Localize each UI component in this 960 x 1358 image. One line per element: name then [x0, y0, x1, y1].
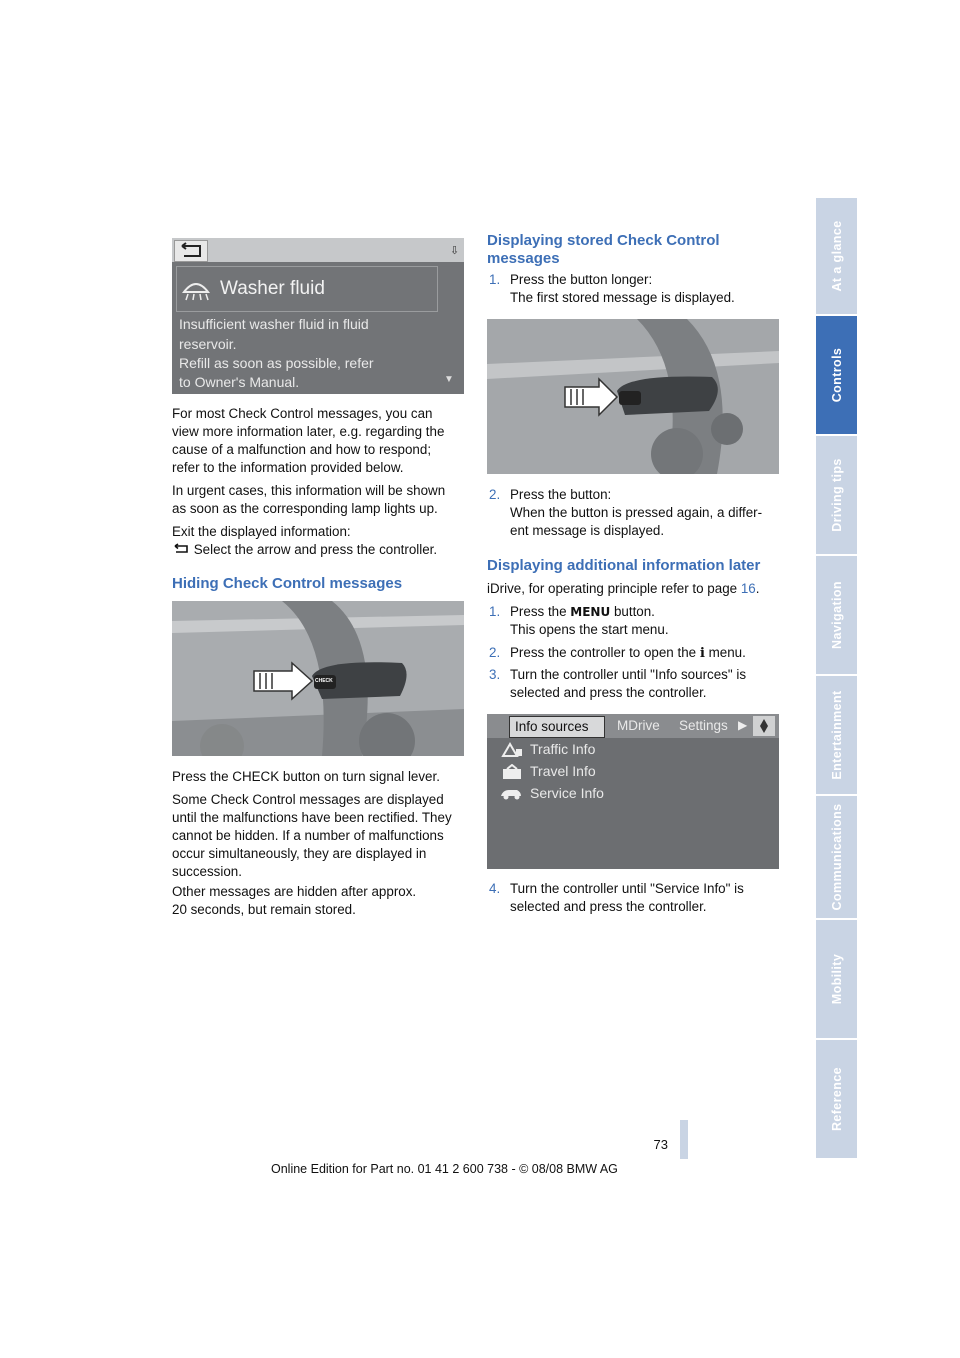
menu-item-traffic-info[interactable]: Traffic Info	[530, 741, 596, 757]
side-tab-entertainment[interactable]: Entertainment	[816, 676, 857, 794]
check-button-photo-1	[172, 601, 464, 756]
side-tab-mobility[interactable]: Mobility	[816, 920, 857, 1038]
paragraph-idrive-ref: iDrive, for operating principle refer to page 16.	[487, 581, 760, 596]
side-tab-communications[interactable]: Communications	[816, 796, 857, 918]
menu-next-arrow-icon[interactable]: ▶	[738, 718, 748, 732]
traffic-info-icon	[501, 742, 523, 758]
screen-title: Washer fluid	[220, 278, 325, 299]
step-1-menu: 1. Press the MENU button. This opens the start menu.	[489, 604, 669, 637]
page-number: 73	[653, 1137, 668, 1152]
screen-top-bar	[172, 238, 464, 262]
scroll-arrow-icon: ▼	[444, 374, 454, 385]
travel-info-icon	[501, 764, 523, 780]
paragraph-press-check: Press the CHECK button on turn signal lever.	[172, 769, 440, 784]
scroll-down-icon: ⇩	[450, 245, 460, 257]
info-icon: i	[699, 645, 705, 661]
tab-info-sources[interactable]: Info sources	[509, 716, 605, 738]
paragraph-other-messages: Other messages are hidden after approx. 20 seconds, but remain stored.	[172, 884, 417, 917]
heading-additional-info: Displaying additional information later	[487, 557, 761, 574]
tab-mdrive[interactable]: MDrive	[617, 718, 660, 733]
paragraph-some-messages: Some Check Control messages are displayed until the malfunctions have been rectified. They cannot be hidden. If a number of malfunctions occur simultaneously, they are displayed in succession.	[172, 792, 452, 879]
menu-item-travel-info[interactable]: Travel Info	[530, 763, 596, 779]
side-tab-reference[interactable]: Reference	[816, 1040, 857, 1158]
page-marker-bar	[680, 1120, 688, 1159]
back-arrow-icon	[174, 240, 208, 262]
paragraph-urgent: In urgent cases, this information will be shown as soon as the corresponding lamp lights up.	[172, 483, 446, 516]
page-link-16[interactable]: 16	[740, 581, 756, 596]
heading-stored-messages: Displaying stored Check Control messages	[487, 232, 720, 267]
paragraph-more-info: For most Check Control messages, you can view more information later, e.g. regarding the cause of a malfunction and how to respond; refer to the information provided below.	[172, 406, 445, 475]
menu-item-service-info[interactable]: Service Info	[530, 785, 604, 801]
side-tab-driving-tips[interactable]: Driving tips	[816, 436, 857, 554]
controller-icon	[753, 716, 775, 736]
screen-line-2: reservoir.	[179, 336, 237, 352]
step-2-menu: 2. Press the controller to open the i menu.	[489, 645, 746, 661]
check-button-photo-2	[487, 319, 779, 474]
step-3-menu: 3. Turn the controller until "Info sources" is selected and press the controller.	[489, 667, 747, 700]
info-sources-screen	[487, 714, 779, 869]
paragraph-exit: Exit the displayed information: Select the arrow and press the controller.	[172, 524, 438, 557]
screen-line-3: Refill as soon as possible, refer	[179, 355, 374, 371]
screen-line-4: to Owner's Manual.	[179, 374, 300, 390]
side-tab-at-a-glance[interactable]: At a glance	[816, 198, 857, 314]
service-info-icon	[499, 786, 523, 802]
lever-check-label: CHECK	[315, 678, 333, 684]
washer-fluid-icon	[180, 272, 212, 304]
step-4-menu: 4. Turn the controller until "Service Info" is selected and press the controller.	[489, 881, 744, 914]
heading-hiding-check-control: Hiding Check Control messages	[172, 575, 403, 592]
screen-line-1: Insufficient washer fluid in fluid	[179, 316, 369, 332]
side-tab-navigation[interactable]: Navigation	[816, 556, 857, 674]
back-arrow-icon	[172, 543, 190, 555]
side-tab-controls[interactable]: Controls	[816, 316, 857, 434]
menu-button-glyph: MENU	[570, 605, 611, 619]
edition-footer: Online Edition for Part no. 01 41 2 600 738 - © 08/08 BMW AG	[271, 1162, 618, 1176]
step-1-stored: 1. Press the button longer: The first stored message is displayed.	[489, 272, 735, 305]
washer-fluid-screen	[172, 238, 464, 394]
step-2-stored: 2. Press the button: When the button is pressed again, a differ- ent message is displayed.	[489, 487, 763, 538]
tab-settings[interactable]: Settings	[679, 718, 728, 733]
